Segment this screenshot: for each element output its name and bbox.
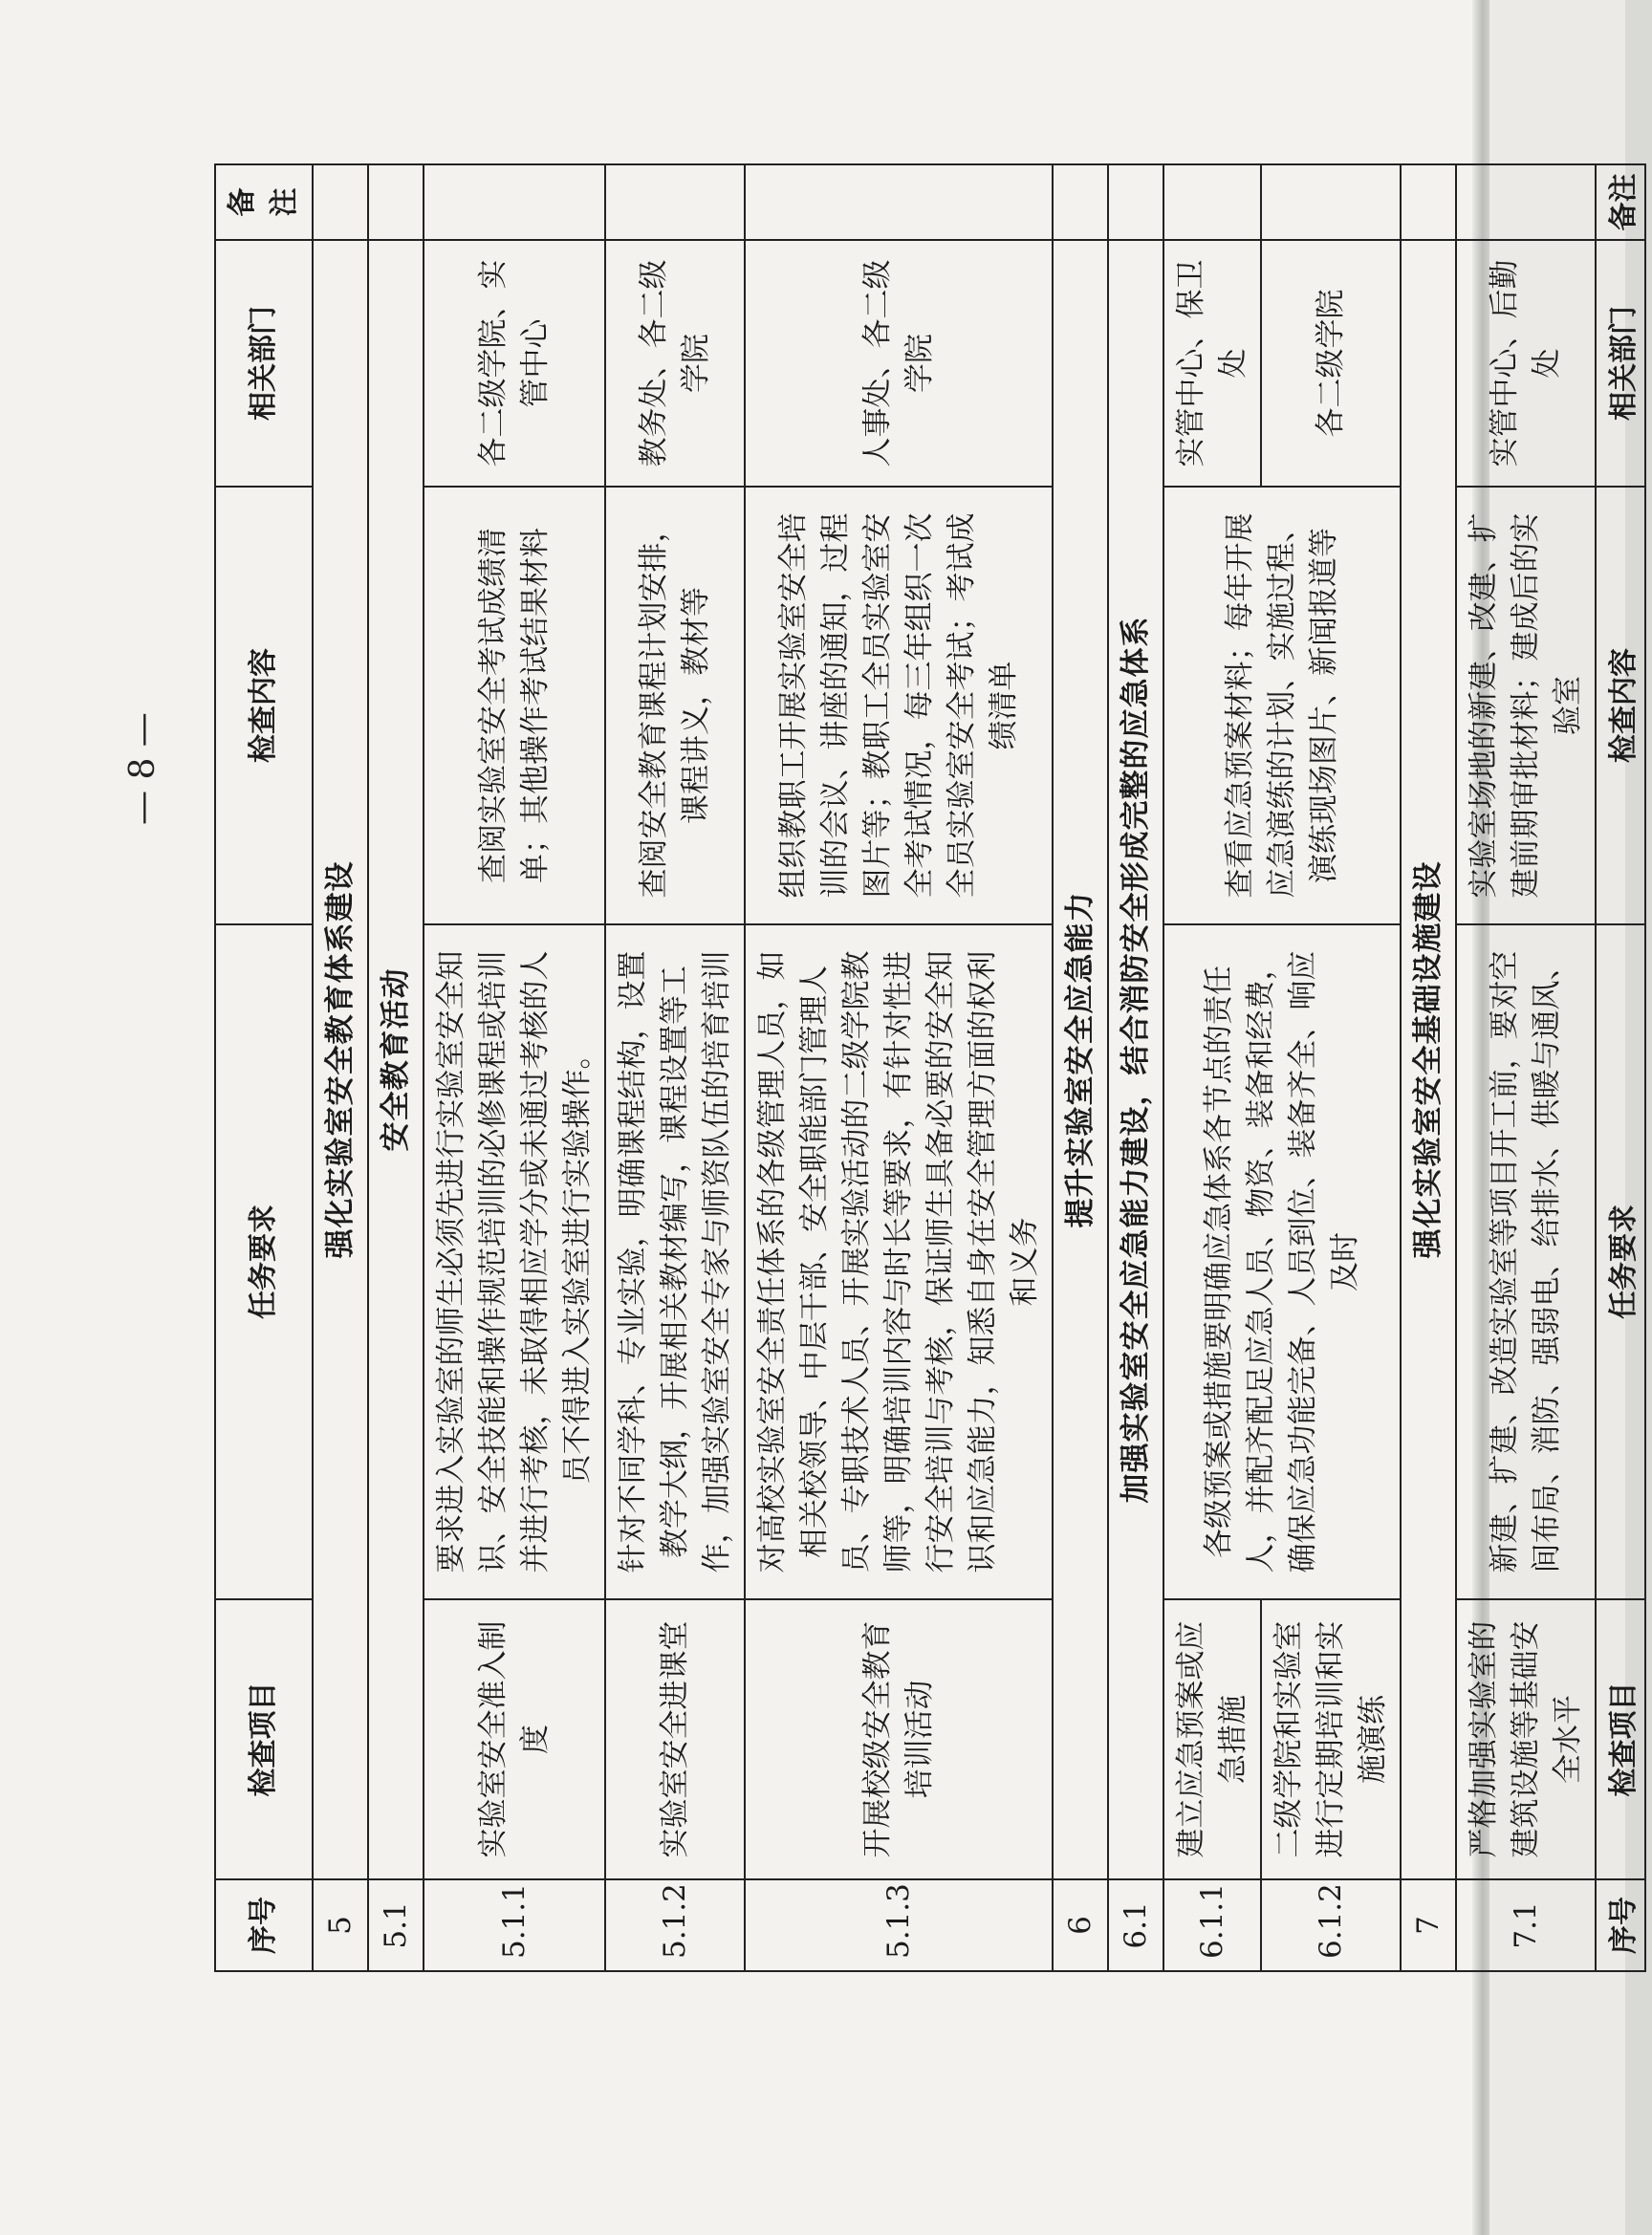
table-row	[1401, 164, 1456, 1971]
next-page-header-table	[1595, 163, 1646, 1972]
header-requirement: 任务要求	[215, 924, 313, 1599]
table-row	[1108, 164, 1163, 1971]
row-no: 5.1.3	[745, 1879, 1053, 1971]
section-title: 安全教育活动	[368, 240, 424, 1879]
next-header-note: 备注	[1596, 164, 1645, 240]
section-title: 强化实验室安全基础设施建设	[1401, 240, 1456, 1879]
table-row	[313, 164, 368, 1971]
row-department: 教务处、各二级学院	[605, 240, 745, 487]
row-note	[1456, 164, 1596, 240]
rotated-page-content	[123, 165, 1585, 1972]
row-item: 实验室安全进课堂	[605, 1599, 745, 1879]
section-title: 加强实验室安全应急能力建设，结合消防安全形成完整的应急体系	[1108, 240, 1163, 1879]
row-department: 人事处、各二级学院	[745, 240, 1053, 487]
row-item: 开展校级安全教育培训活动	[745, 1599, 1053, 1879]
table-row	[745, 164, 1053, 1971]
table-header-row	[215, 164, 313, 1971]
row-content: 查看应急预案材料；每年开展应急演练的计划、实施过程、演练现场图片、新闻报道等	[1163, 487, 1401, 924]
row-content: 组织教职工开展实验室安全培训的会议、讲座的通知，过程图片等；教职工全员实验室安全考试情况，每三年组织一次全员实验室安全考试；考试成绩清单	[745, 487, 1053, 924]
row-no: 5.1.2	[605, 1879, 745, 1971]
row-no: 6.1.2	[1261, 1879, 1401, 1971]
row-requirement: 对高校实验室安全责任体系的各级管理人员，如相关校领导、中层干部、安全职能部门管理人员、专职技术人员、开展实验活动的二级学院教师等，明确培训内容与时长等要求，有针对性进行安全培训与考核，保证师生具备必要的安全知识和应急能力，知悉自身在安全管理方面的权利和义务	[745, 924, 1053, 1599]
next-header-item: 检查项目	[1596, 1599, 1645, 1879]
table-row	[1053, 164, 1108, 1971]
header-item: 检查项目	[215, 1599, 313, 1879]
row-no: 6.1.1	[1163, 1879, 1261, 1971]
row-requirement: 要求进入实验室的师生必须先进行实验室安全知识、安全技能和操作规范培训的必修课程或培训并进行考核，未取得相应学分或未通过考核的人员不得进入实验室进行实验操作。	[424, 924, 605, 1599]
row-item: 实验室安全准入制度	[424, 1599, 605, 1879]
row-note	[1108, 164, 1163, 240]
row-content: 查阅安全教育课程计划安排，课程讲义，教材等	[605, 487, 745, 924]
row-note	[745, 164, 1053, 240]
row-no: 6	[1053, 1879, 1108, 1971]
row-no: 7	[1401, 1879, 1456, 1971]
row-note	[1401, 164, 1456, 240]
row-requirement: 各级预案或措施要明确应急体系各节点的责任人，并配齐配足应急人员、物资、装备和经费，确保应急功能完备、人员到位、装备齐全、响应及时	[1163, 924, 1401, 1599]
table-row	[1163, 164, 1261, 1971]
row-item: 严格加强实验室的建筑设施等基础安全水平	[1456, 1599, 1596, 1879]
next-header-content: 检查内容	[1596, 487, 1645, 924]
row-no: 5.1.1	[424, 1879, 605, 1971]
row-content: 查阅实验室安全考试成绩清单；其他操作考试结果材料	[424, 487, 605, 924]
row-content: 实验室场地的新建、改建、扩建前期审批材料；建成后的实验室	[1456, 487, 1596, 924]
table-row	[1456, 164, 1596, 1971]
table-row	[605, 164, 745, 1971]
inspection-table	[214, 163, 1597, 1972]
section-title: 提升实验室安全应急能力	[1053, 240, 1108, 1879]
row-no: 5	[313, 1879, 368, 1971]
row-note	[605, 164, 745, 240]
row-item: 二级学院和实验室进行定期培训和实施演练	[1261, 1599, 1401, 1879]
next-header-department: 相关部门	[1596, 240, 1645, 487]
header-note: 备注	[215, 164, 313, 240]
table-row	[424, 164, 605, 1971]
next-page-header	[1595, 165, 1652, 1972]
row-department: 实管中心、保卫处	[1163, 240, 1261, 487]
next-header-no: 序号	[1596, 1879, 1645, 1971]
row-note	[1163, 164, 1261, 240]
row-no: 5.1	[368, 1879, 424, 1971]
row-no: 6.1	[1108, 1879, 1163, 1971]
page-number: — 8 —	[123, 712, 163, 825]
row-note	[1261, 164, 1401, 240]
row-item: 建立应急预案或应急措施	[1163, 1599, 1261, 1879]
row-note	[424, 164, 605, 240]
table-row	[368, 164, 424, 1971]
header-department: 相关部门	[215, 240, 313, 487]
row-department: 各二级学院、实管中心	[424, 240, 605, 487]
header-no: 序号	[215, 1879, 313, 1971]
row-department: 实管中心、后勤处	[1456, 240, 1596, 487]
row-department: 各二级学院	[1261, 240, 1401, 487]
row-no: 7.1	[1456, 1879, 1596, 1971]
next-header-requirement: 任务要求	[1596, 924, 1645, 1599]
row-note	[1053, 164, 1108, 240]
row-requirement: 新建、扩建、改造实验室等项目开工前，要对空间布局、消防、强弱电、给排水、供暖与通风、	[1456, 924, 1596, 1599]
row-note	[313, 164, 368, 240]
row-note	[368, 164, 424, 240]
row-requirement: 针对不同学科、专业实验，明确课程结构，设置教学大纲，开展相关教材编写，课程设置等工作，加强实验室安全专家与师资队伍的培育培训	[605, 924, 745, 1599]
section-title: 强化实验室安全教育体系建设	[313, 240, 368, 1879]
header-content: 检查内容	[215, 487, 313, 924]
